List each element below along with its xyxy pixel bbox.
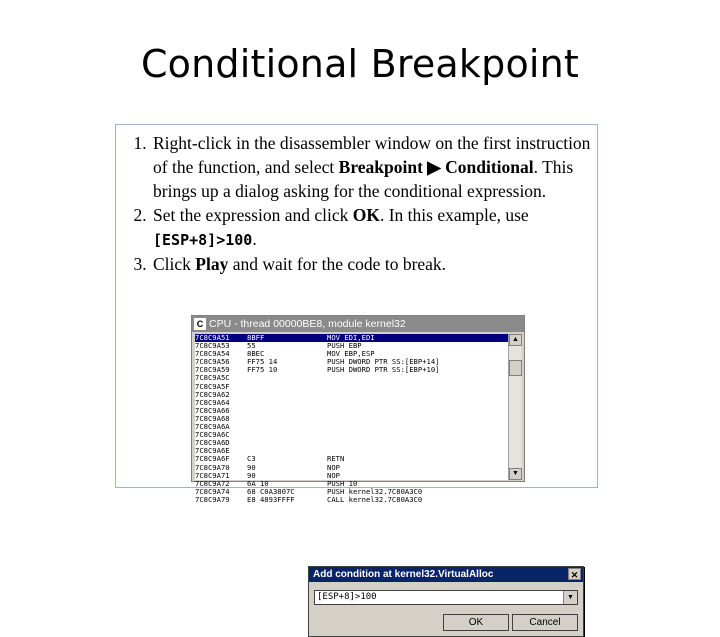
- disasm-hex: 90: [247, 470, 256, 480]
- cpu-window-icon: C: [194, 318, 206, 330]
- disasm-instruction: RETN: [327, 454, 345, 464]
- disasm-row[interactable]: [195, 496, 508, 504]
- debugger-cpu-window[interactable]: [191, 315, 579, 628]
- disasm-row[interactable]: [195, 415, 508, 423]
- disasm-address: 7C8C9A6F: [195, 454, 230, 464]
- instruction-steps: [116, 131, 591, 276]
- disasm-hex: FF75 14: [247, 357, 278, 367]
- step-2-expression: [ESP+8]>100: [153, 231, 253, 249]
- step-1: [151, 131, 591, 203]
- disasm-hex: FF75 10: [247, 365, 278, 375]
- disasm-hex: 8BEC: [247, 349, 265, 359]
- disasm-address: 7C8C9A64: [195, 397, 230, 407]
- dialog-title: Add condition at kernel32.VirtualAlloc: [313, 569, 494, 580]
- disasm-instruction: PUSH DWORD PTR SS:[EBP+10]: [327, 365, 440, 375]
- scrollbar-thumb[interactable]: [509, 360, 522, 376]
- disasm-address: 7C8C9A68: [195, 413, 230, 423]
- step-2: [151, 203, 591, 252]
- step-2-text-c: .: [252, 229, 257, 249]
- disasm-row[interactable]: [195, 407, 508, 415]
- disasm-address: 7C8C9A59: [195, 365, 230, 375]
- disasm-hex: 55: [247, 341, 256, 351]
- disasm-address: 7C8C9A66: [195, 405, 230, 415]
- step-3: [151, 252, 591, 276]
- disasm-address: 7C8C9A74: [195, 486, 230, 496]
- add-condition-dialog: [308, 566, 584, 637]
- condition-combobox[interactable]: [314, 590, 578, 605]
- cancel-button[interactable]: Cancel: [512, 614, 578, 631]
- ok-button[interactable]: OK: [443, 614, 509, 631]
- step-1-menu-path: Breakpoint ▶ Conditional: [338, 157, 534, 177]
- slide-title: Conditional Breakpoint: [140, 42, 580, 86]
- disasm-instruction: MOV EBP,ESP: [327, 349, 375, 359]
- disasm-row[interactable]: [195, 447, 508, 455]
- disasm-address: 7C8C9A53: [195, 341, 230, 351]
- up-arrow-icon[interactable]: ▲: [509, 334, 522, 346]
- debugger-title: CPU - thread 00000BE8, module kernel32: [209, 318, 406, 330]
- disasm-row[interactable]: [195, 439, 508, 447]
- disasm-instruction: NOP: [327, 462, 340, 472]
- step-3-play-word: Play: [195, 254, 229, 274]
- disasm-address: 7C8C9A5C: [195, 373, 230, 383]
- disasm-hex: E8 4893FFFF: [247, 494, 295, 504]
- disasm-row[interactable]: [195, 383, 508, 391]
- step-1-text-a: Right-click in the disassembler window on the first instruction of the function, and select: [153, 133, 591, 177]
- close-icon[interactable]: ✕: [568, 568, 581, 580]
- condition-expression-input[interactable]: [317, 591, 561, 604]
- disasm-address: 7C8C9A6C: [195, 430, 230, 440]
- disasm-row[interactable]: [195, 464, 508, 472]
- disasm-hex: 8BFF: [247, 333, 265, 342]
- disasm-hex: C3: [247, 454, 256, 464]
- disasm-address: 7C8C9A51: [195, 333, 230, 342]
- step-3-text-b: and wait for the code to break.: [228, 254, 447, 274]
- disasm-address: 7C8C9A5F: [195, 381, 230, 391]
- disasm-row[interactable]: [195, 423, 508, 431]
- disasm-row[interactable]: [195, 431, 508, 439]
- step-2-text-b: . In this example, use: [379, 205, 529, 225]
- step-2-ok-word: OK: [352, 205, 380, 225]
- disasm-address: 7C8C9A54: [195, 349, 230, 359]
- dialog-titlebar[interactable]: [309, 567, 583, 582]
- disasm-address: 7C8C9A62: [195, 389, 230, 399]
- debugger-titlebar[interactable]: [192, 316, 524, 332]
- step-1-text-b: . This brings up a dialog asking for the conditional expression.: [153, 157, 574, 201]
- step-2-text-a: Set the expression and click: [153, 205, 353, 225]
- disassembly-listing[interactable]: [195, 333, 508, 504]
- disasm-address: 7C8C9A6E: [195, 446, 230, 456]
- disasm-hex: 6A 10: [247, 478, 269, 488]
- disasm-instruction: NOP: [327, 470, 340, 480]
- disasm-instruction: PUSH kernel32.7C80A3C0: [327, 486, 423, 496]
- disasm-address: 7C8C9A71: [195, 470, 230, 480]
- disasm-hex: 68 C0A3807C: [247, 486, 295, 496]
- disasm-instruction: CALL kernel32.7C80A3C0: [327, 494, 423, 504]
- disasm-address: 7C8C9A72: [195, 478, 230, 488]
- disasm-instruction: PUSH EBP: [327, 341, 362, 351]
- disasm-row[interactable]: [195, 374, 508, 382]
- disasm-row[interactable]: [195, 399, 508, 407]
- disasm-hex: 90: [247, 462, 256, 472]
- disasm-address: 7C8C9A79: [195, 494, 230, 504]
- disasm-address: 7C8C9A70: [195, 462, 230, 472]
- disasm-instruction: MOV EDI,EDI: [327, 333, 375, 342]
- disasm-instruction: PUSH DWORD PTR SS:[EBP+14]: [327, 357, 440, 367]
- vertical-scrollbar[interactable]: [508, 334, 522, 480]
- down-arrow-icon[interactable]: ▼: [509, 468, 522, 480]
- disasm-address: 7C8C9A6D: [195, 438, 230, 448]
- disasm-row[interactable]: [195, 391, 508, 399]
- disasm-instruction: PUSH 10: [327, 478, 358, 488]
- content-panel: [115, 124, 598, 628]
- disasm-row[interactable]: [195, 366, 508, 374]
- dropdown-arrow-icon[interactable]: ▼: [563, 591, 577, 604]
- disasm-row[interactable]: [195, 455, 508, 463]
- disasm-address: 7C8C9A56: [195, 357, 230, 367]
- disasm-address: 7C8C9A6A: [195, 422, 230, 432]
- step-3-text-a: Click: [153, 254, 196, 274]
